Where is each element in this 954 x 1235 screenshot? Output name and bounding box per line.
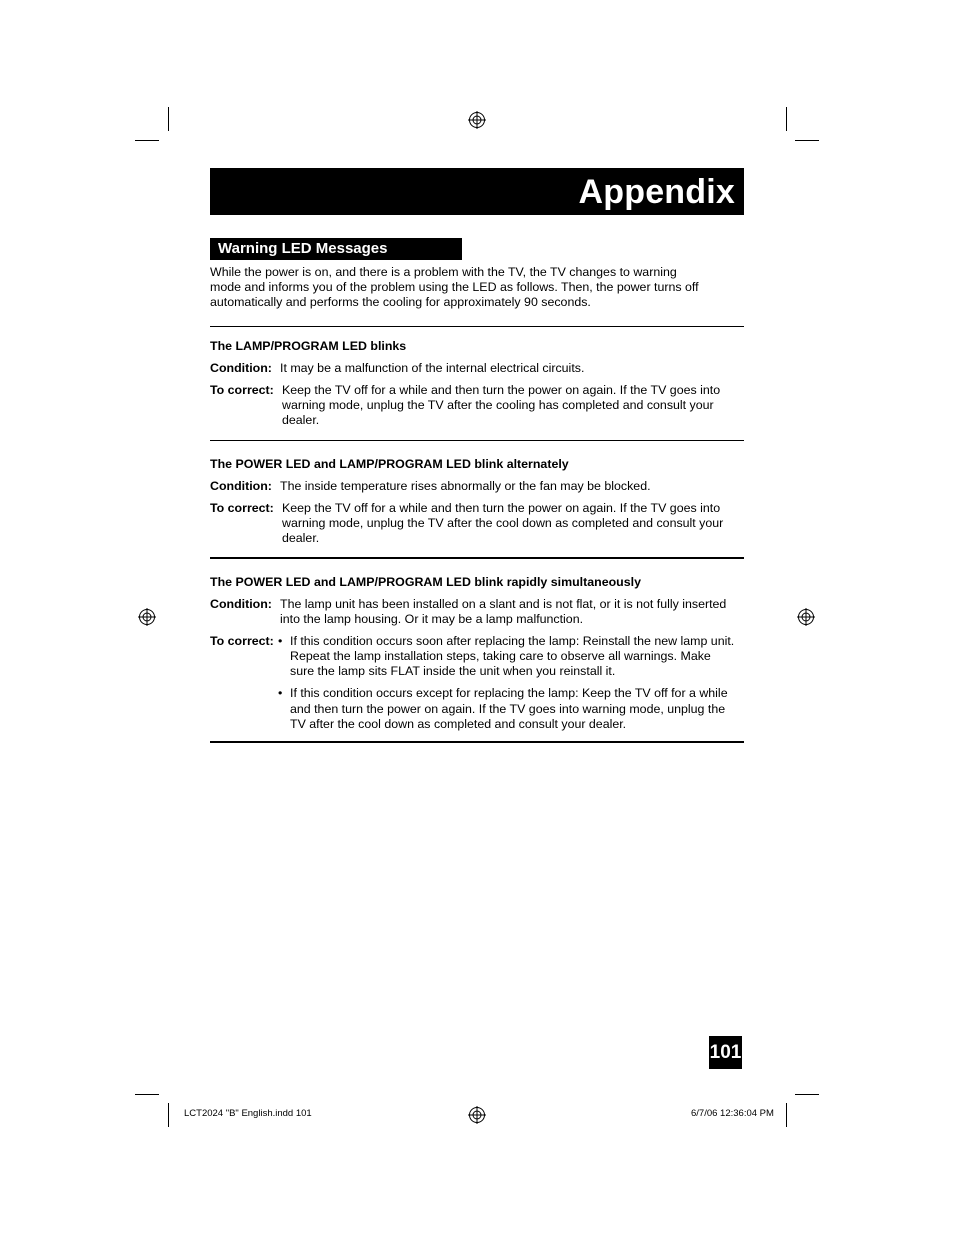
crop-mark-bottom-right-horizontal — [795, 1094, 819, 1095]
crop-mark-bottom-left-vertical — [168, 1103, 169, 1127]
crop-mark-top-left-horizontal — [135, 140, 159, 141]
bullet-text: Repeat the lamp installation steps, taking care to observe all warnings. Make — [290, 649, 711, 663]
crop-mark-bottom-left-horizontal — [135, 1094, 159, 1095]
crop-mark-top-right-vertical — [786, 107, 787, 131]
divider — [210, 326, 744, 327]
page-header-banner — [210, 168, 744, 215]
crop-mark-top-right-horizontal — [795, 140, 819, 141]
bullet-text: and then turn the power on again. If the TV goes into warning mode, unplug the — [290, 702, 726, 716]
correct-text: warning mode, unplug the TV after the cooling has completed and consult your — [282, 398, 714, 412]
bullet-text: TV after the cool down as completed and consult your dealer. — [290, 717, 627, 731]
correct-label: To correct: — [210, 501, 274, 515]
bullet-icon: • — [278, 634, 283, 648]
condition-label: Condition: — [210, 597, 272, 611]
block-heading: The POWER LED and LAMP/PROGRAM LED blink rapidly simultaneously — [210, 575, 641, 589]
registration-mark-icon — [468, 1106, 486, 1124]
correct-text: dealer. — [282, 531, 320, 545]
registration-mark-icon — [138, 608, 156, 626]
registration-mark-icon — [468, 111, 486, 129]
correct-text: Keep the TV off for a while and then turn the power on again. If the TV goes into — [282, 383, 721, 397]
intro-line: While the power is on, and there is a problem with the TV, the TV changes to warning — [210, 265, 677, 279]
divider — [210, 440, 744, 441]
condition-text: into the lamp housing. Or it may be a lamp malfunction. — [280, 612, 584, 626]
page-number: 101 — [709, 1036, 742, 1069]
condition-text: The lamp unit has been installed on a slant and is not flat, or it is not fully inserted — [280, 597, 727, 611]
section-heading-bar — [210, 238, 462, 260]
intro-line: automatically and performs the cooling for approximately 90 seconds. — [210, 295, 591, 309]
intro-line: mode and informs you of the problem using the LED as follows. Then, the power turns off — [210, 280, 699, 294]
condition-label: Condition: — [210, 479, 272, 493]
divider — [210, 557, 744, 559]
correct-text: Keep the TV off for a while and then turn the power on again. If the TV goes into — [282, 501, 721, 515]
footer-timestamp: 6/7/06 12:36:04 PM — [691, 1108, 774, 1119]
bullet-text: If this condition occurs except for replacing the lamp: Keep the TV off for a while — [290, 686, 728, 700]
bullet-text: If this condition occurs soon after replacing the lamp: Reinstall the new lamp unit. — [290, 634, 735, 648]
correct-text: dealer. — [282, 413, 320, 427]
footer-file-info: LCT2024 "B" English.indd 101 — [184, 1108, 312, 1119]
correct-text: warning mode, unplug the TV after the cool down as completed and consult your — [282, 516, 724, 530]
crop-mark-top-left-vertical — [168, 107, 169, 131]
divider — [210, 741, 744, 743]
page-title: Appendix — [578, 173, 735, 211]
crop-mark-bottom-right-vertical — [786, 1103, 787, 1127]
block-heading: The POWER LED and LAMP/PROGRAM LED blink alternately — [210, 457, 569, 471]
correct-label: To correct: — [210, 634, 274, 648]
registration-mark-icon — [797, 608, 815, 626]
bullet-icon: • — [278, 686, 283, 700]
bullet-text: sure the lamp sits FLAT inside the unit when you reinstall it. — [290, 664, 616, 678]
correct-label: To correct: — [210, 383, 274, 397]
block-heading: The LAMP/PROGRAM LED blinks — [210, 339, 407, 353]
condition-text: It may be a malfunction of the internal electrical circuits. — [280, 361, 585, 375]
condition-text: The inside temperature rises abnormally or the fan may be blocked. — [280, 479, 651, 493]
condition-label: Condition: — [210, 361, 272, 375]
section-title: Warning LED Messages — [218, 240, 388, 257]
